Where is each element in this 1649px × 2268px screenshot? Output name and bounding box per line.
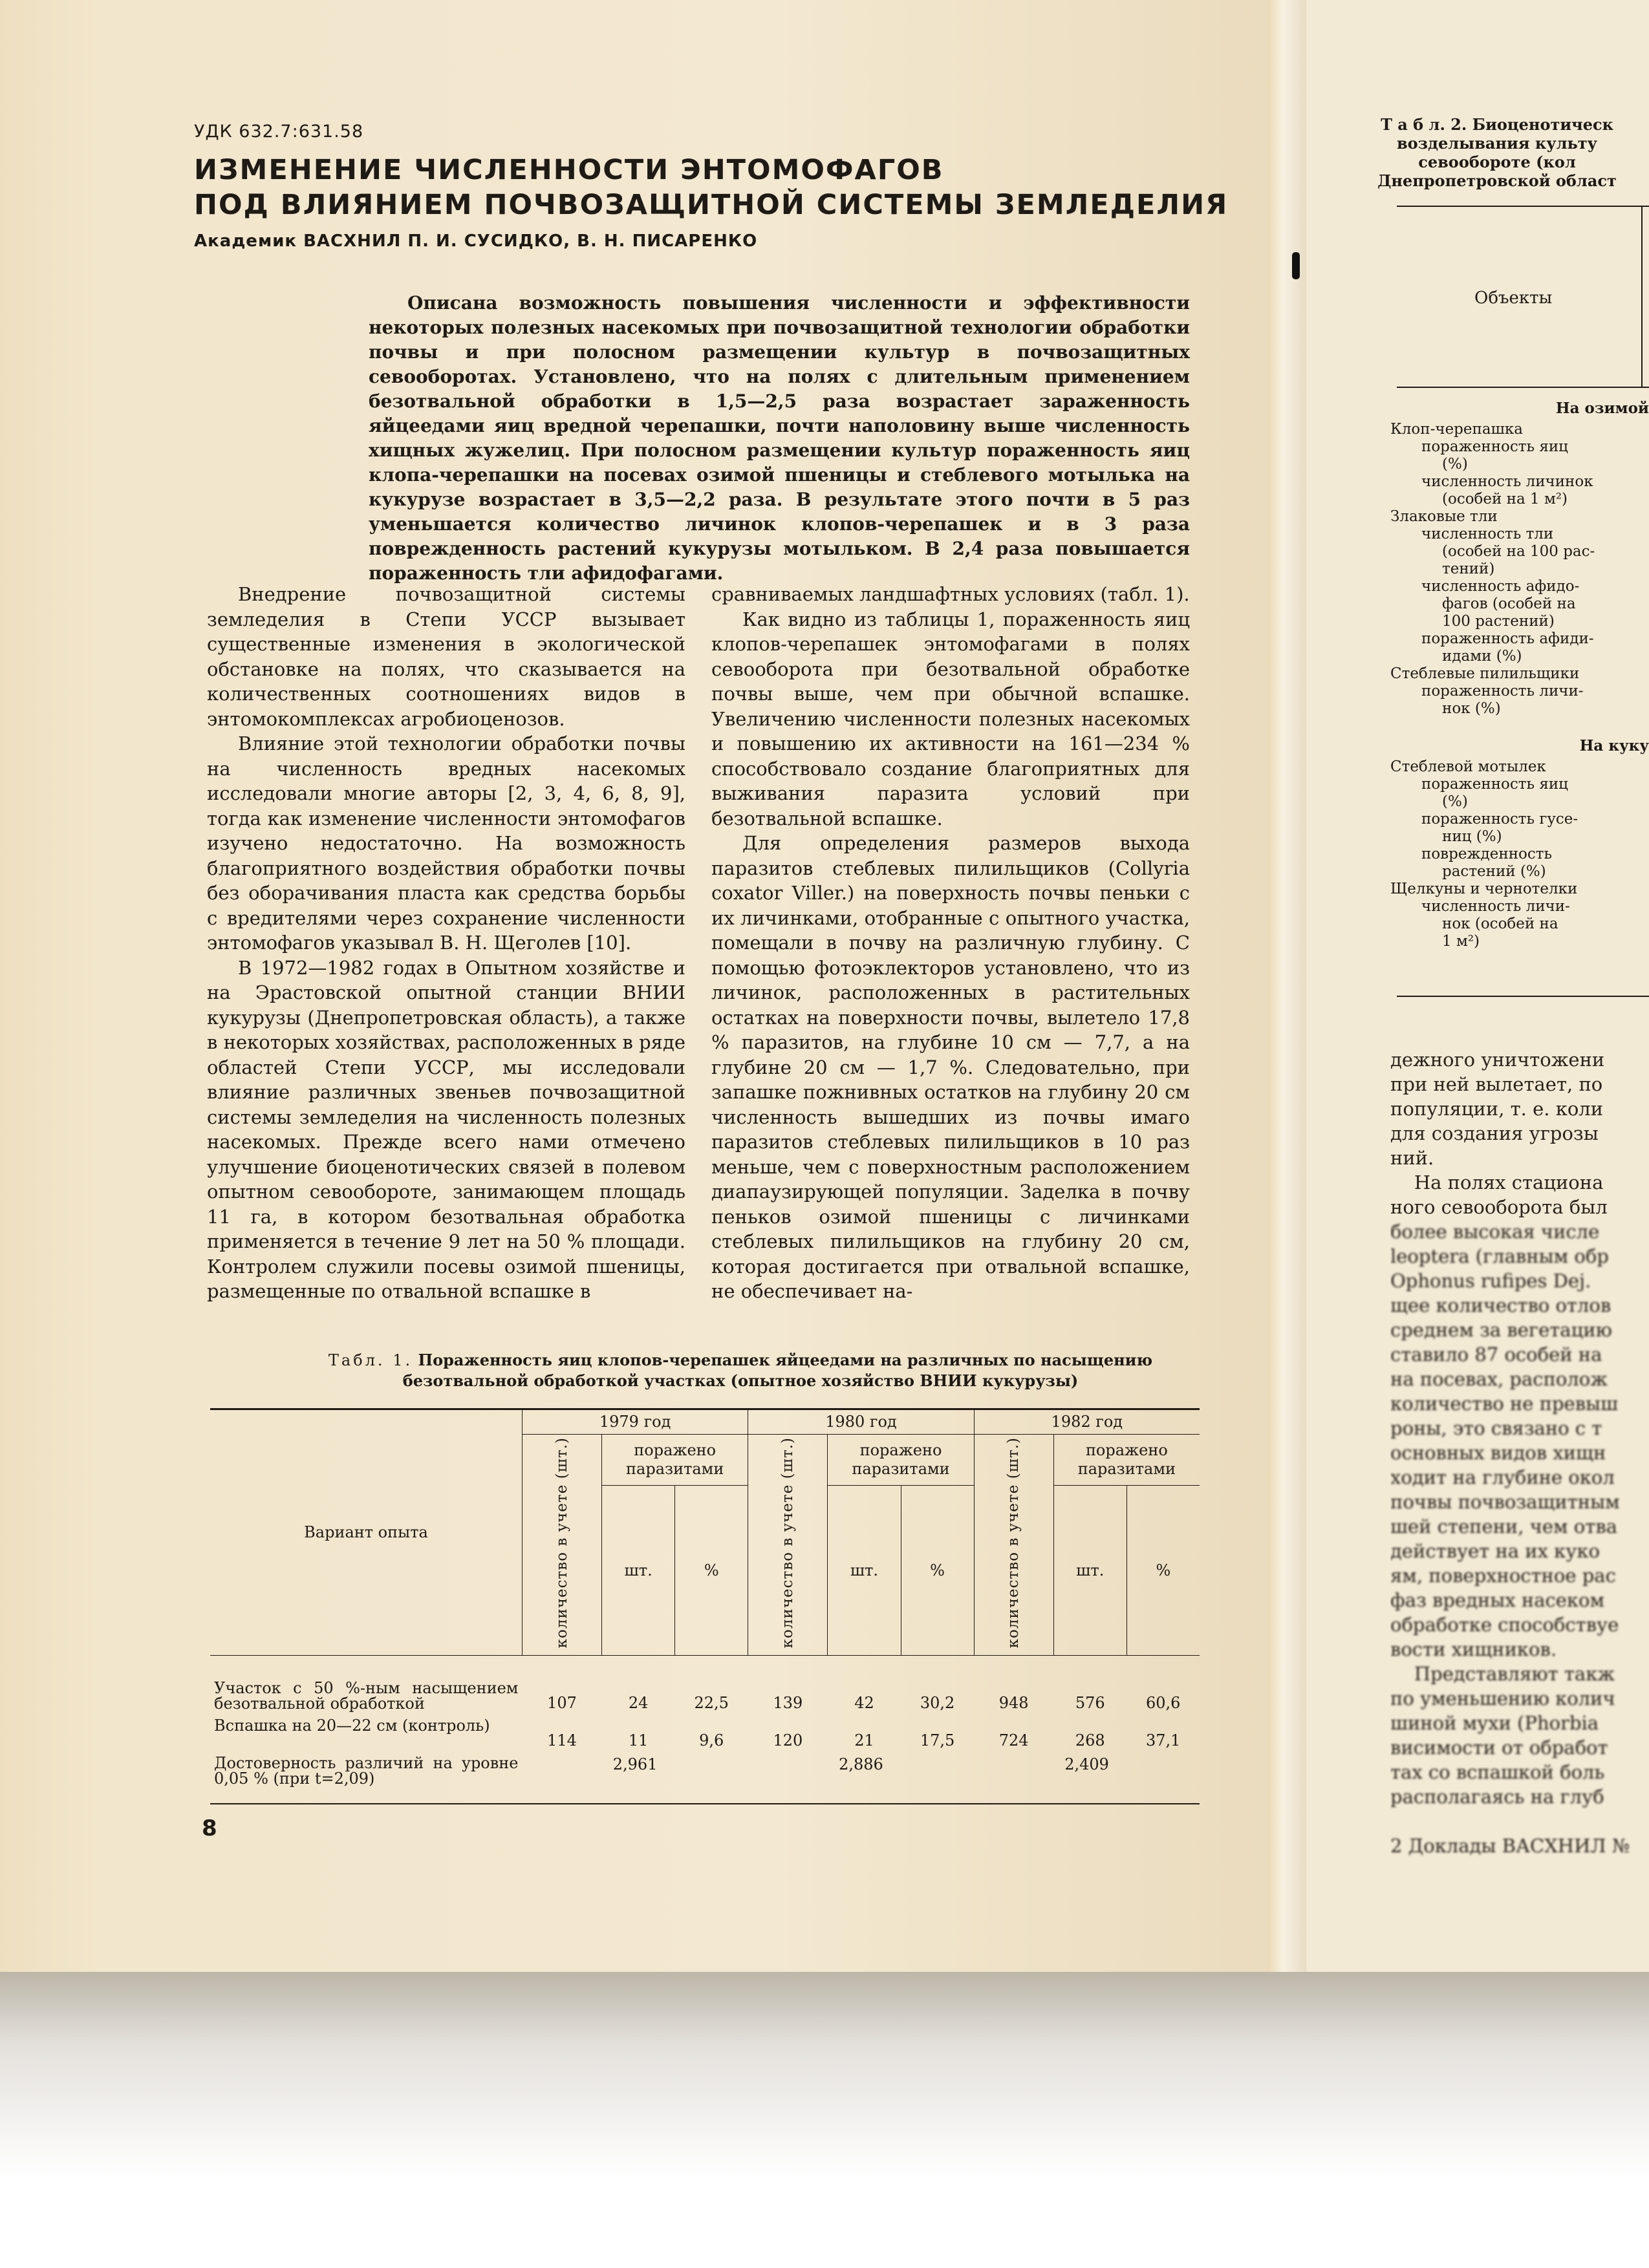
- text-line: роны, это связано с т: [1390, 1417, 1602, 1439]
- header-count: количество в учете (шт.): [522, 1435, 601, 1656]
- text-line: ний.: [1390, 1147, 1434, 1169]
- cell: 724: [998, 1731, 1029, 1750]
- ink-mark: [1292, 252, 1300, 279]
- title-line-2: ПОД ВЛИЯНИЕМ ПОЧВОЗАЩИТНОЙ СИСТЕМЫ ЗЕМЛЕДЕЛИЯ: [194, 189, 1229, 221]
- text-line: шиной мухи (Phorbia: [1390, 1712, 1599, 1734]
- text-line: дежного уничтожени: [1390, 1049, 1605, 1071]
- table-2-row-label: Стеблевой мотылек: [1390, 758, 1546, 775]
- table-1-caption-text: Пораженность яиц клопов-черепашек яйцеедами на различных по насыщению безотвальной обработкой участках (опытное хозяйство ВНИИ кукурузы): [402, 1351, 1153, 1390]
- body-column-2: [711, 582, 1190, 1304]
- table-row-significance: [210, 1753, 1200, 1804]
- book-gutter: [1267, 0, 1306, 1972]
- right-page-text: [1390, 1047, 1649, 1858]
- text-line: ям, поверхностное рас: [1390, 1565, 1616, 1587]
- text-line: шей степени, чем отва: [1390, 1515, 1617, 1537]
- header-pcs: шт.: [602, 1486, 675, 1656]
- table-2-row-label: (%): [1442, 793, 1468, 810]
- section-heading: На куку: [1579, 737, 1649, 754]
- table-spacer: [210, 1656, 1200, 1678]
- table-2-row-label: 1 м²): [1442, 933, 1480, 950]
- udk-code: УДК 632.7:631.58: [194, 122, 364, 142]
- row-variant: Вспашка на 20—22 см (контроль): [214, 1717, 490, 1735]
- table-2-row-label: численность тли: [1421, 526, 1554, 542]
- cell: 42: [854, 1694, 874, 1713]
- text-line: обработке способствуе: [1390, 1614, 1619, 1636]
- header-variant: Вариант опыта: [210, 1409, 522, 1656]
- text-line: ставило 87 особей на: [1390, 1343, 1602, 1365]
- text-line: Представляют такж: [1390, 1663, 1615, 1685]
- caption-line: Т а б л. 2. Биоценотическ: [1381, 115, 1613, 134]
- table-2-row-label: Щелкуны и чернотелки: [1390, 881, 1578, 897]
- text-line: [1390, 1809, 1649, 1834]
- table-2-objects-header: Объекты: [1474, 288, 1553, 308]
- caption-line: севообороте (кол: [1418, 153, 1576, 171]
- cell: 114: [547, 1731, 577, 1750]
- table-2-row-label: нок (особей на: [1442, 915, 1558, 932]
- cell: 2,409: [974, 1753, 1200, 1804]
- cell: 948: [998, 1694, 1029, 1713]
- cell: 21: [854, 1731, 874, 1750]
- table-2-row-label: численность личи-: [1421, 898, 1570, 915]
- cell: 107: [547, 1694, 577, 1713]
- cell: 120: [773, 1731, 803, 1750]
- text-line: На полях стациона: [1390, 1171, 1604, 1193]
- text-line: тах со вспашкой боль: [1390, 1761, 1605, 1783]
- table-2-row-label: нок (%): [1442, 700, 1501, 717]
- table-2-row-label: Стеблевые пилильщики: [1390, 665, 1580, 682]
- text-line: среднем за вегетацию: [1390, 1319, 1612, 1341]
- table-2-row-label: пораженность яиц: [1421, 776, 1568, 793]
- header-affected: поражено паразитами: [828, 1435, 974, 1486]
- header-year: 1980 год: [748, 1409, 974, 1435]
- text-line: Ophonus rufipes Dej.: [1390, 1270, 1591, 1292]
- table-1-label: Табл. 1.: [328, 1351, 413, 1369]
- cell: 2,961: [522, 1753, 748, 1804]
- text-line: висимости от обработ: [1390, 1737, 1608, 1759]
- page-number: 8: [202, 1815, 217, 1841]
- header-pcs: шт.: [1053, 1486, 1126, 1656]
- paragraph: Внедрение почвозащитной системы земледелия в Степи УССР вызывает существенные изменения в экологической обстановке на полях, что сказывается на количественных соотношениях видов в энтомокомплексах агробиоценозов.: [207, 583, 685, 730]
- text-line: 2 Доклады ВАСХНИЛ №: [1390, 1835, 1630, 1857]
- caption-line: Днепропетровской област: [1377, 171, 1617, 190]
- cell: 139: [773, 1694, 803, 1713]
- authors: Академик ВАСХНИЛ П. И. СУСИДКО, В. Н. ПИСАРЕНКО: [194, 231, 758, 251]
- text-line: более высокая числе: [1390, 1221, 1600, 1243]
- table-2-row-label: фагов (особей на: [1442, 595, 1576, 612]
- table-2-row-label: пораженность афиди-: [1421, 630, 1594, 647]
- table-2-row-label: (особей на 1 м²): [1442, 491, 1568, 508]
- paragraph: Влияние этой технологии обработки почвы на численность вредных насекомых исследовали многие авторы [2, 3, 4, 6, 8, 9], тогда как изменение численности энтомофагов изучено недостаточно. На возможность благоприятного воздействия обработки почвы без оборачивания пласта как средства борьбы с вредителями через сохранение численности энтомофагов указывал В. Н. Щеголев [10].: [207, 733, 685, 954]
- table-2-row-label: (%): [1442, 456, 1468, 473]
- table-row: [210, 1715, 1200, 1753]
- cell: 9,6: [699, 1731, 724, 1750]
- table-2-row-label: пораженность яиц: [1421, 438, 1568, 455]
- cell: 22,5: [694, 1694, 729, 1713]
- abstract: Описана возможность повышения численности и эффективности некоторых полезных насекомых при почвозащитной технологии обработки почвы и при полосном размещении культур в почвозащитных севооборотах. Установлено, что на полях с длительным применением безотвальной обработки в 1,5—2,5 раза возрастает зараженность яйцеедами яиц вредной черепашки, почти наполовину выше численность хищных жужелиц. При полосном размещении культур пораженность яиц клопа-черепашки на посевах озимой пшеницы и стеблевого мотылька на кукурузе возрастает в 3,5—2,2 раза. В результате этого почти в 5 раз уменьшается количество личинок клопов-черепашек и в 3 раза поврежденность растений кукурузы мотыльком. В 2,4 раза повышается пораженность тли афидофагами.: [369, 292, 1190, 584]
- table-2-row-label: численность афидо-: [1421, 578, 1580, 595]
- table-1: [210, 1408, 1200, 1804]
- text-line: при ней вылетает, по: [1390, 1073, 1603, 1095]
- header-count: количество в учете (шт.): [974, 1435, 1053, 1656]
- text-line: располагаясь на глуб: [1390, 1786, 1604, 1808]
- paragraph: Для определения размеров выхода паразитов стеблевых пилильщиков (Collyria coxator Viller.) на поверхность почвы пеньки с их личинками, отобранные с опытного участка, помещали в почву на различную глубину. С помощью фотоэклекторов установлено, что из личинок, расположенных в растительных остатках на поверхности почвы, вылетело 17,8 % паразитов, на глубине 10 см — 7,7, а на глубине 20 см — 1,7 %. Следовательно, при запашке пожнивных остатков на глубину 20 см численность вышедших из почвы имаго паразитов стеблевых пилильщиков в 10 раз меньше, чем с поверхностным расположением диапаузирующей популяции. Заделка в почву пеньков озимой пшеницы с личинками стеблевых пилильщиков на глубину 20 см, которая достигается при отвальной вспашке, не обеспечивает на-: [711, 832, 1190, 1302]
- header-affected: поражено паразитами: [602, 1435, 748, 1486]
- table-2-row-label: пораженность гусе-: [1421, 811, 1579, 828]
- cell: 2,886: [748, 1753, 974, 1804]
- caption-line: возделывания культу: [1396, 134, 1598, 153]
- row-variant: Участок с 50 %-ным насыщением безотвальной обработкой: [214, 1679, 519, 1713]
- text-line: ходит на глубине окол: [1390, 1466, 1615, 1488]
- text-line: фаз вредных насеком: [1390, 1589, 1605, 1611]
- header-pct: %: [901, 1486, 974, 1656]
- text-line: количество не превыш: [1390, 1393, 1619, 1415]
- text-line: почвы почвозащитным: [1390, 1491, 1620, 1513]
- paragraph: В 1972—1982 годах в Опытном хозяйстве и на Эрастовской опытной станции ВНИИ кукурузы (Днепропетровская область), а также в некоторых хозяйствах, расположенных в ряде областей Степи УССР, мы исследовали влияние различных звеньев почвозащитной системы земледелия на численность полезных насекомых. Прежде всего нами отмечено улучшение биоценотических связей в полевом опытном севообороте, занимающем площадь 11 га, в котором безотвальная обработка применяется в течение 9 лет на 50 % площади. Контролем служили посевы озимой пшеницы, размещенные по отвальной вспашке в: [207, 956, 685, 1302]
- header-pcs: шт.: [828, 1486, 901, 1656]
- table-2-row-label: идами (%): [1442, 648, 1522, 665]
- cell: 30,2: [920, 1694, 955, 1713]
- text-line: действует на их куко: [1390, 1540, 1600, 1562]
- text-line: популяции, т. е. коли: [1390, 1098, 1604, 1120]
- table-2-row-label: пораженность личи-: [1421, 683, 1584, 700]
- body-column-1: [207, 582, 685, 1304]
- title-line-1: ИЗМЕНЕНИЕ ЧИСЛЕННОСТИ ЭНТОМОФАГОВ: [194, 154, 944, 186]
- article-title: [194, 153, 1261, 222]
- table-2-row-label: 100 растений): [1442, 613, 1555, 630]
- text-line: щее количество отлов: [1390, 1294, 1611, 1316]
- table-2-row-label: растений (%): [1442, 863, 1546, 880]
- text-line: для создания угрозы: [1390, 1122, 1599, 1144]
- header-count: количество в учете (шт.): [748, 1435, 828, 1656]
- cell: 24: [628, 1694, 649, 1713]
- header-year: 1979 год: [522, 1409, 748, 1435]
- scan-bottom-shadow: [0, 1972, 1649, 2268]
- table-2-row-label: Клоп-черепашка: [1390, 421, 1524, 438]
- text-line: на посевах, располож: [1390, 1368, 1608, 1390]
- header-pct: %: [1126, 1486, 1200, 1656]
- cell: 576: [1075, 1694, 1105, 1713]
- header-year: 1982 год: [974, 1409, 1200, 1435]
- table-2-row-label: (особей на 100 рас-: [1442, 543, 1595, 560]
- table-2-rows: [1390, 396, 1649, 950]
- text-line: ного севооборота был: [1390, 1196, 1608, 1218]
- table-row: [210, 1678, 1200, 1715]
- table-1-caption: [272, 1350, 1209, 1391]
- text-line: leoptera (главным обр: [1390, 1245, 1609, 1267]
- table-2-row-label: Злаковые тли: [1390, 508, 1498, 525]
- paragraph: сравниваемых ландшафтных условиях (табл. 1).: [711, 583, 1190, 605]
- text-line: основных видов хищн: [1390, 1442, 1606, 1464]
- header-pct: %: [675, 1486, 748, 1656]
- table-2-caption: [1345, 115, 1649, 190]
- row-variant: Достоверность различий на уровне 0,05 % (при t=2,09): [210, 1753, 522, 1804]
- table-2-row-label: численность личинок: [1421, 473, 1593, 490]
- table-2-row-label: ниц (%): [1442, 828, 1502, 845]
- cell: 17,5: [920, 1731, 955, 1750]
- text-line: вости хищников.: [1390, 1638, 1557, 1660]
- cell: 37,1: [1145, 1731, 1181, 1750]
- table-2-bottom-rule: [1397, 996, 1649, 997]
- section-heading: На озимой: [1555, 400, 1649, 417]
- header-affected: поражено паразитами: [1053, 1435, 1200, 1486]
- table-2-row-label: тений): [1442, 561, 1495, 577]
- text-line: по уменьшению колич: [1390, 1687, 1615, 1709]
- cell: 11: [628, 1731, 649, 1750]
- table-2-row-label: поврежденность: [1421, 846, 1553, 862]
- paragraph: Как видно из таблицы 1, пораженность яиц клопов-черепашек энтомофагами в полях севооборота при безотвальной обработке почвы выше, чем при обычной вспашке. Увеличению численности полезных насекомых и повышению их активности на 161—234 % способствовало создание благоприятных для выживания паразита условий при безотвальной вспашке.: [711, 608, 1190, 829]
- cell: 60,6: [1145, 1694, 1181, 1713]
- cell: 268: [1075, 1731, 1105, 1750]
